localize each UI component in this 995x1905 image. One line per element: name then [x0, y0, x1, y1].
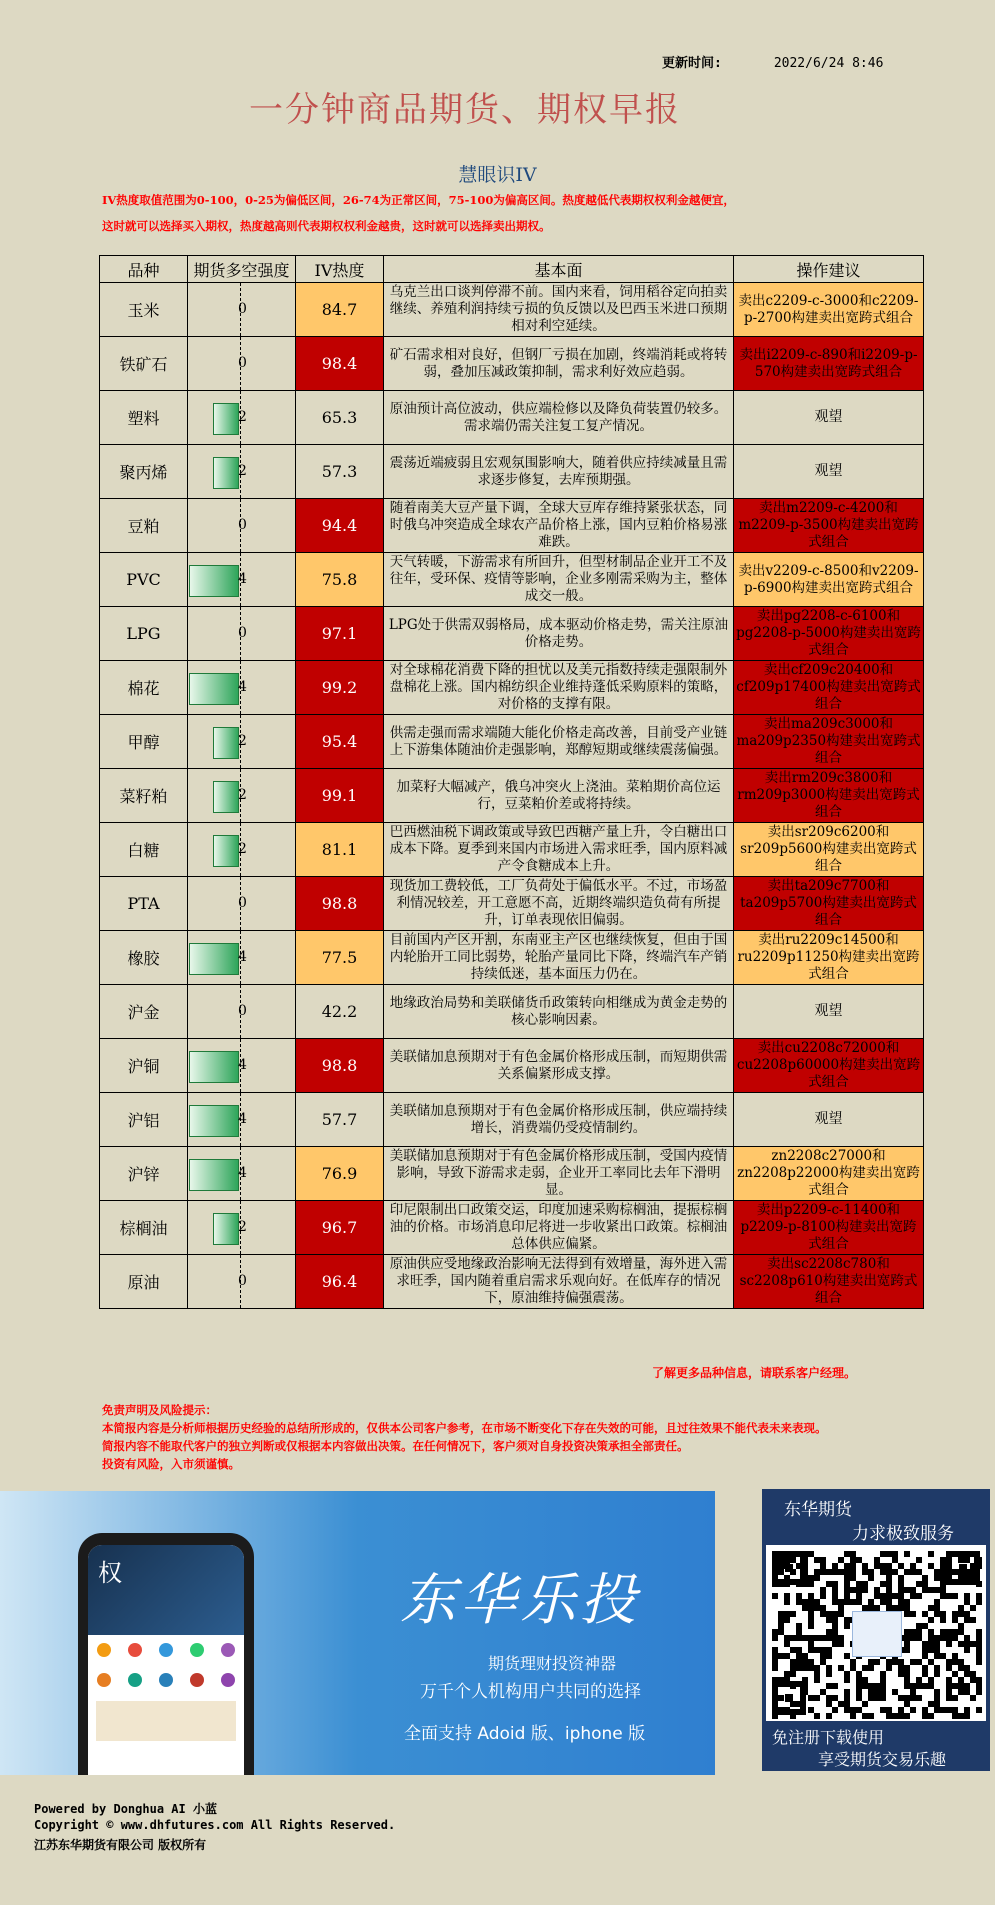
- variety-name: PVC: [100, 553, 188, 607]
- iv-value: 96.4: [296, 1255, 384, 1309]
- header-advice: 操作建议: [734, 256, 924, 283]
- disclaimer-line1: 本简报内容是分析师根据历史经验的总结所形成的，仅供本公司客户参考，在市场不断变化下存在失效的可能，且过往效果不能代表未来表现。: [102, 1421, 827, 1435]
- table-header-row: [100, 256, 924, 283]
- fundamentals-text: 地缘政治局势和美联储货币政策转向相继成为黄金走势的核心影响因素。: [384, 985, 734, 1039]
- strength-value: 4: [238, 949, 247, 965]
- fundamentals-text: 原油供应受地缘政治影响无法得到有效增量，海外进入需求旺季，国内随着重启需求乐观向好。在低库存的情况下，原油维持偏强震荡。: [384, 1255, 734, 1309]
- advice-text: 卖出pg2208-c-6100和pg2208-p-5000构建卖出宽跨式组合: [734, 607, 924, 661]
- strength-value: 2: [238, 409, 247, 425]
- strength-cell: [188, 1039, 296, 1093]
- disclaimer-title: 免责声明及风险提示：: [102, 1403, 217, 1417]
- advice-text: 观望: [734, 445, 924, 499]
- table-row: [100, 985, 924, 1039]
- advice-text: zn2208c27000和zn2208p22000构建卖出宽跨式组合: [734, 1147, 924, 1201]
- strength-value: 0: [238, 625, 247, 641]
- variety-name: 橡胶: [100, 931, 188, 985]
- fundamentals-text: 矿石需求相对良好，但钢厂亏损在加剧，终端消耗或将转弱，叠加压减政策抑制，需求利好效应趋弱。: [384, 337, 734, 391]
- iv-value: 96.7: [296, 1201, 384, 1255]
- fundamentals-text: 乌克兰出口谈判停滞不前。国内来看，饲用稻谷定向拍卖继续、养殖利润持续亏损的负反馈以及巴西玉米进口预期相对利空延续。: [384, 283, 734, 337]
- iv-value: 65.3: [296, 391, 384, 445]
- table-row: [100, 1039, 924, 1093]
- advice-text: 卖出sr209c6200和sr209p5600构建卖出宽跨式组合: [734, 823, 924, 877]
- strength-bar: [213, 403, 239, 435]
- table-row: [100, 499, 924, 553]
- strength-cell: [188, 1255, 296, 1309]
- strength-cell: [188, 1201, 296, 1255]
- disclaimer-line3: 投资有风险，入市须谨慎。: [102, 1457, 240, 1471]
- table-row: [100, 823, 924, 877]
- strength-value: 2: [238, 463, 247, 479]
- fundamentals-text: 震荡近端疲弱且宏观氛围影响大，随着供应持续减量且需求逐步修复，去库预期强。: [384, 445, 734, 499]
- banner-tagline-1: 期货理财投资神器: [488, 1654, 617, 1673]
- advice-text: 卖出v2209-c-8500和v2209-p-6900构建卖出宽跨式组合: [734, 553, 924, 607]
- strength-value: 0: [238, 301, 247, 317]
- advice-text: 卖出ma209c3000和ma209p2350构建卖出宽跨式组合: [734, 715, 924, 769]
- strength-value: 2: [238, 733, 247, 749]
- variety-name: 沪锌: [100, 1147, 188, 1201]
- footer-copyright[interactable]: Copyright © www.dhfutures.com All Rights Reserved.: [34, 1818, 396, 1832]
- variety-name: 甲醇: [100, 715, 188, 769]
- iv-value: 99.2: [296, 661, 384, 715]
- qr-footer-1: 免注册下载使用: [772, 1728, 885, 1747]
- iv-value: 84.7: [296, 283, 384, 337]
- variety-name: 棕榈油: [100, 1201, 188, 1255]
- header-iv: IV热度: [296, 256, 384, 283]
- page-title: 一分钟商品期货、期权早报: [249, 90, 681, 130]
- strength-value: 4: [238, 1165, 247, 1181]
- strength-cell: [188, 769, 296, 823]
- advice-text: 卖出cf209c20400和cf209p17400构建卖出宽跨式组合: [734, 661, 924, 715]
- iv-value: 81.1: [296, 823, 384, 877]
- strength-cell: [188, 283, 296, 337]
- strength-cell: [188, 661, 296, 715]
- strength-value: 0: [238, 355, 247, 371]
- iv-value: 97.1: [296, 607, 384, 661]
- iv-value: 57.3: [296, 445, 384, 499]
- strength-cell: [188, 391, 296, 445]
- brand-name: 东华乐投: [400, 1568, 640, 1633]
- variety-name: 白糖: [100, 823, 188, 877]
- strength-cell: [188, 1093, 296, 1147]
- header-variety: 品种: [100, 256, 188, 283]
- variety-name: 沪铝: [100, 1093, 188, 1147]
- phone-mockup-image: [78, 1533, 254, 1775]
- table-row: [100, 1093, 924, 1147]
- strength-value: 4: [238, 1111, 247, 1127]
- fundamentals-text: 供需走强而需求端随大能化价格走高改善，目前受产业链上下游集体随油价走强影响，郑醇短期或继续震荡偏强。: [384, 715, 734, 769]
- strength-value: 2: [238, 787, 247, 803]
- iv-value: 95.4: [296, 715, 384, 769]
- iv-value: 76.9: [296, 1147, 384, 1201]
- banner-tagline-2: 万千个人机构用户共同的选择: [420, 1682, 641, 1702]
- fundamentals-text: 随着南美大豆产量下调，全球大豆库存维持紧张状态，同时俄乌冲突造成全球农产品价格上涨，国内豆粕价格易涨难跌。: [384, 499, 734, 553]
- strength-value: 0: [238, 1003, 247, 1019]
- advice-text: 卖出c2209-c-3000和c2209-p-2700构建卖出宽跨式组合: [734, 283, 924, 337]
- fundamentals-text: 印尼限制出口政策交运，印度加速采购棕榈油，提振棕榈油的价格。市场消息印尼将进一步收紧出口政策。棕榈油总体供应偏紧。: [384, 1201, 734, 1255]
- table-row: [100, 391, 924, 445]
- strength-bar: [213, 727, 239, 759]
- strength-bar: [213, 457, 239, 489]
- table-row: [100, 337, 924, 391]
- fundamentals-text: 天气转暖，下游需求有所回升，但型材制品企业开工不及往年，受环保、疫情等影响，企业多刚需采购为主，整体成交一般。: [384, 553, 734, 607]
- iv-value: 98.4: [296, 337, 384, 391]
- advice-text: 卖出i2209-c-890和i2209-p-570构建卖出宽跨式组合: [734, 337, 924, 391]
- variety-name: 沪金: [100, 985, 188, 1039]
- qr-title: 东华期货: [784, 1500, 852, 1520]
- advice-text: 卖出sc2208c780和sc2208p610构建卖出宽跨式组合: [734, 1255, 924, 1309]
- table-row: [100, 715, 924, 769]
- advice-text: 卖出ru2209c14500和ru2209p11250构建卖出宽跨式组合: [734, 931, 924, 985]
- fundamentals-text: 美联储加息预期对于有色金属价格形成压制，而短期供需关系偏紧形成支撑。: [384, 1039, 734, 1093]
- strength-value: 4: [238, 679, 247, 695]
- table-row: [100, 769, 924, 823]
- strength-cell: [188, 985, 296, 1039]
- table-row: [100, 283, 924, 337]
- strength-value: 4: [238, 1057, 247, 1073]
- qr-code-image: [766, 1545, 986, 1721]
- advice-text: 观望: [734, 1093, 924, 1147]
- strength-bar: [213, 1213, 239, 1245]
- advice-text: 卖出p2209-c-11400和p2209-p-8100构建卖出宽跨式组合: [734, 1201, 924, 1255]
- iv-note-line2: 这时就可以选择买入期权，热度越高则代表期权权利金越贵，这时就可以选择卖出期权。: [102, 219, 551, 233]
- fundamentals-text: LPG处于供需双弱格局，成本驱动价格走势，需关注原油价格走势。: [384, 607, 734, 661]
- header-basic: 基本面: [384, 256, 734, 283]
- fundamentals-text: 巴西燃油税下调政策或导致巴西糖产量上升，令白糖出口成本下降。夏季到来国内市场进入需求旺季，国内原料减产令食糖成本上升。: [384, 823, 734, 877]
- disclaimer-line2: 简报内容不能取代客户的独立判断或仅根据本内容做出决策。在任何情况下，客户须对自身投资决策承担全部责任。: [102, 1439, 689, 1453]
- iv-note-line1: IV热度取值范围为0-100，0-25为偏低区间，26-74为正常区间，75-100为偏高区间。热度越低代表期权权利金越便宜，: [102, 193, 735, 207]
- strength-cell: [188, 877, 296, 931]
- variety-name: 菜籽粕: [100, 769, 188, 823]
- table-row: [100, 877, 924, 931]
- strength-cell: [188, 823, 296, 877]
- table-row: [100, 931, 924, 985]
- fundamentals-text: 对全球棉花消费下降的担忧以及美元指数持续走强限制外盘棉花上涨。国内棉纺织企业维持蓬低采购原料的策略，对价格的支撑有限。: [384, 661, 734, 715]
- iv-value: 94.4: [296, 499, 384, 553]
- strength-value: 0: [238, 895, 247, 911]
- variety-name: 豆粕: [100, 499, 188, 553]
- advice-text: 卖出cu2208c72000和cu2208p60000构建卖出宽跨式组合: [734, 1039, 924, 1093]
- strength-cell: [188, 445, 296, 499]
- footer-powered: Powered by Donghua AI 小蓝: [34, 1802, 217, 1816]
- more-info-note: 了解更多品种信息，请联系客户经理。: [652, 1366, 857, 1380]
- variety-name: 塑料: [100, 391, 188, 445]
- update-time: [662, 52, 883, 71]
- strength-bar: [189, 1105, 239, 1137]
- table-row: [100, 607, 924, 661]
- variety-name: 原油: [100, 1255, 188, 1309]
- table-row: [100, 1201, 924, 1255]
- banner-tagline-3: 全面支持 Adoid 版、iphone 版: [404, 1724, 646, 1744]
- advice-text: 观望: [734, 391, 924, 445]
- advice-text: 卖出ta209c7700和ta209p5700构建卖出宽跨式组合: [734, 877, 924, 931]
- report-table: [99, 255, 924, 1309]
- strength-bar: [189, 943, 239, 975]
- strength-cell: [188, 1147, 296, 1201]
- strength-cell: [188, 715, 296, 769]
- advice-text: 卖出m2209-c-4200和m2209-p-3500构建卖出宽跨式组合: [734, 499, 924, 553]
- fundamentals-text: 现货加工费较低，工厂负荷处于偏低水平。不过，市场盈利情况较差，开工意愿不高，近期终端织造负荷有所提升，订单表现依旧偏弱。: [384, 877, 734, 931]
- variety-name: 沪铜: [100, 1039, 188, 1093]
- update-time-value: 2022/6/24 8:46: [773, 56, 884, 71]
- strength-cell: [188, 607, 296, 661]
- table-row: [100, 445, 924, 499]
- strength-value: 2: [238, 841, 247, 857]
- strength-value: 2: [238, 1219, 247, 1235]
- strength-value: 0: [238, 1273, 247, 1289]
- qr-code-panel[interactable]: [762, 1489, 990, 1771]
- fundamentals-text: 美联储加息预期对于有色金属价格形成压制，受国内疫情影响，导致下游需求走弱，企业开工率同比去年下滑明显。: [384, 1147, 734, 1201]
- variety-name: 棉花: [100, 661, 188, 715]
- advice-text: 卖出rm209c3800和rm209p3000构建卖出宽跨式组合: [734, 769, 924, 823]
- iv-value: 98.8: [296, 1039, 384, 1093]
- strength-bar: [189, 565, 239, 597]
- header-strength: 期货多空强度: [188, 256, 296, 283]
- strength-value: 0: [238, 517, 247, 533]
- table-row: [100, 661, 924, 715]
- qr-logo-icon: [852, 1611, 902, 1657]
- iv-value: 42.2: [296, 985, 384, 1039]
- app-promo-banner[interactable]: [0, 1491, 715, 1775]
- qr-footer-2: 享受期货交易乐趣: [818, 1750, 947, 1769]
- strength-cell: [188, 553, 296, 607]
- strength-bar: [213, 835, 239, 867]
- table-row: [100, 1147, 924, 1201]
- strength-cell: [188, 931, 296, 985]
- qr-subtitle: 力求极致服务: [852, 1524, 954, 1544]
- table-row: [100, 1255, 924, 1309]
- variety-name: LPG: [100, 607, 188, 661]
- table-row: [100, 553, 924, 607]
- iv-value: 99.1: [296, 769, 384, 823]
- strength-bar: [189, 673, 239, 705]
- fundamentals-text: 美联储加息预期对于有色金属价格形成压制，供应端持续增长，消费端仍受疫情制约。: [384, 1093, 734, 1147]
- iv-value: 77.5: [296, 931, 384, 985]
- footer-company: 江苏东华期货有限公司 版权所有: [34, 1838, 207, 1852]
- page-subtitle: 慧眼识IV: [458, 164, 537, 186]
- advice-text: 观望: [734, 985, 924, 1039]
- variety-name: 聚丙烯: [100, 445, 188, 499]
- variety-name: 玉米: [100, 283, 188, 337]
- iv-value: 57.7: [296, 1093, 384, 1147]
- variety-name: 铁矿石: [100, 337, 188, 391]
- iv-value: 98.8: [296, 877, 384, 931]
- strength-bar: [189, 1051, 239, 1083]
- fundamentals-text: 加菜籽大幅减产，俄乌冲突火上浇油。菜粕期价高位运行，豆菜粕价差或将持续。: [384, 769, 734, 823]
- strength-bar: [189, 1159, 239, 1191]
- fundamentals-text: 原油预计高位波动，供应端检修以及降负荷装置仍较多。需求端仍需关注复工复产情况。: [384, 391, 734, 445]
- strength-bar: [213, 781, 239, 813]
- variety-name: PTA: [100, 877, 188, 931]
- strength-value: 4: [238, 571, 247, 587]
- strength-cell: [188, 499, 296, 553]
- phone-app-header: 权: [88, 1545, 244, 1635]
- fundamentals-text: 目前国内产区开割，东南亚主产区也继续恢复，但由于国内轮胎开工同比弱势，轮胎产量同比下降，终端汽车产销持续低迷，基本面压力仍在。: [384, 931, 734, 985]
- iv-value: 75.8: [296, 553, 384, 607]
- update-time-label: 更新时间:: [662, 56, 722, 71]
- strength-cell: [188, 337, 296, 391]
